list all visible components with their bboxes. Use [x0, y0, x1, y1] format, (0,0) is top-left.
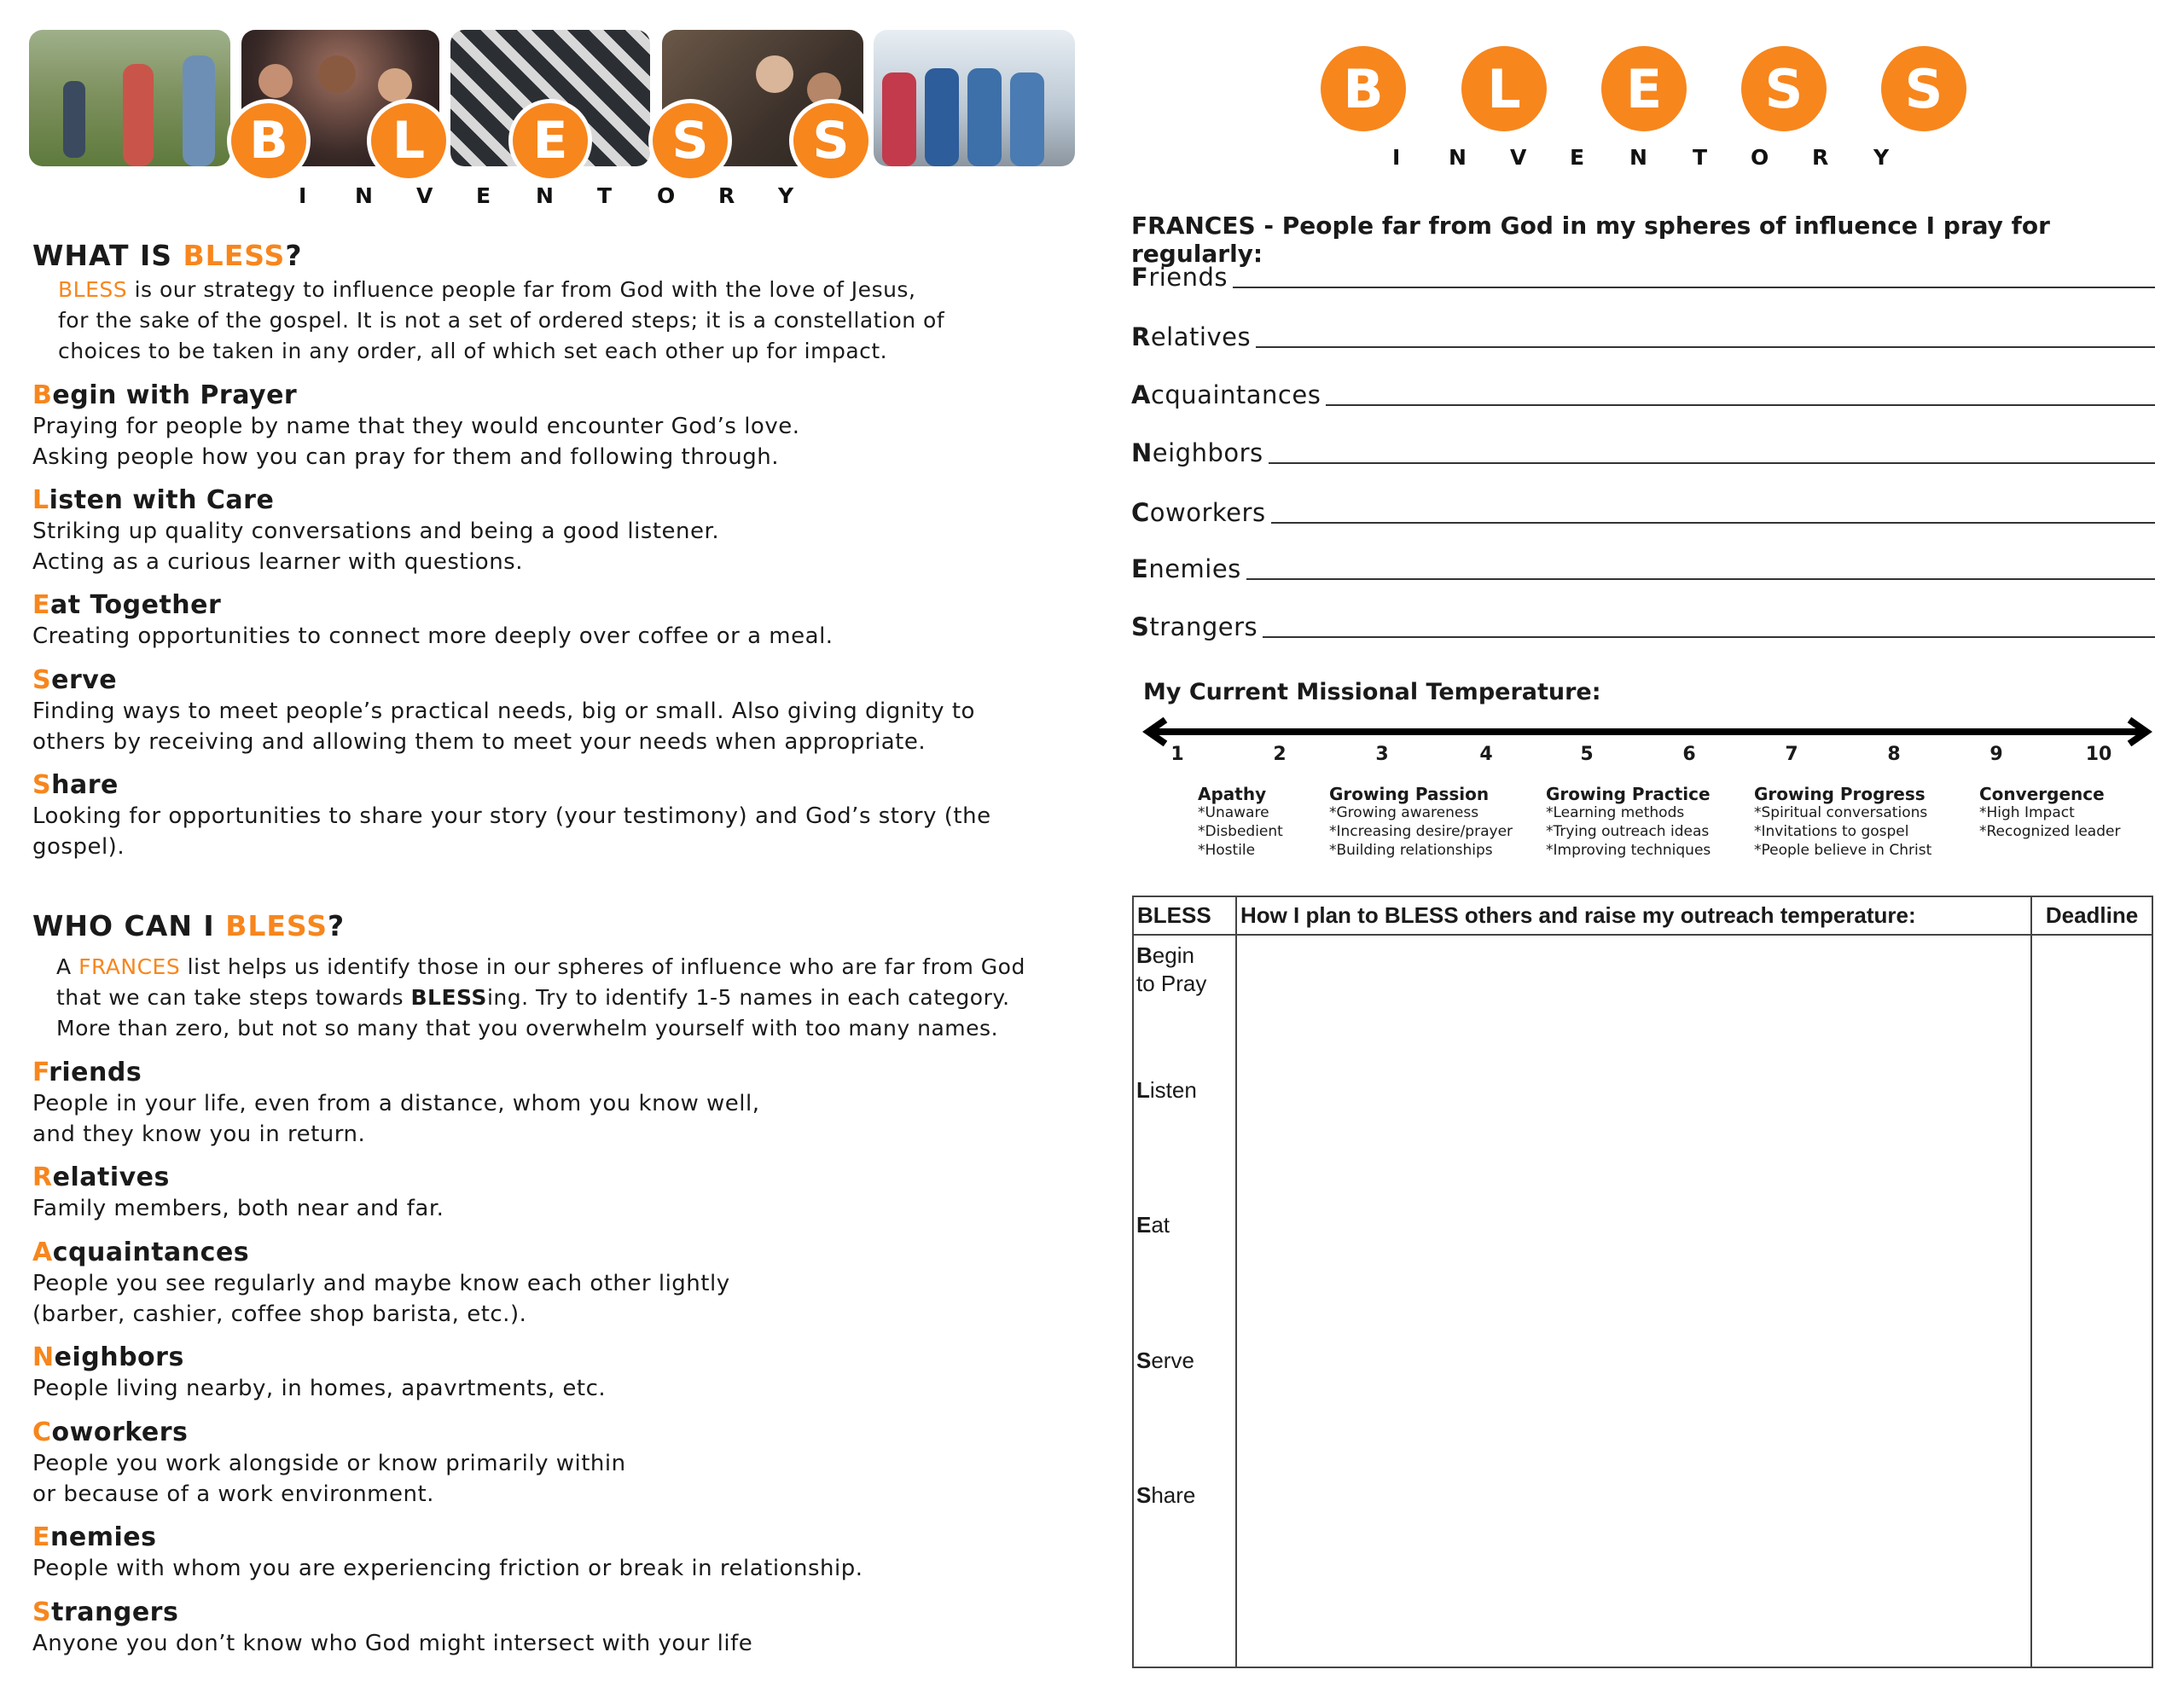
inventory-letter: T — [597, 183, 613, 208]
write-in-line[interactable] — [1269, 462, 2155, 464]
write-in-line[interactable] — [1263, 636, 2155, 638]
stage-growing-progress: Growing Progress *Spiritual conversations *Invitations to gospel *People believe in Christ — [1754, 784, 1932, 859]
inventory-letter: T — [1693, 145, 1708, 170]
write-in-line[interactable] — [1246, 578, 2155, 580]
bless-letter-l-right: L — [1461, 46, 1547, 131]
inventory-letter: O — [1751, 145, 1769, 170]
bless-letter-e-right: E — [1601, 46, 1687, 131]
write-in-line[interactable] — [1233, 287, 2155, 288]
frances-row-relatives[interactable]: Relatives — [1131, 317, 2155, 351]
frances-item-coworkers-title: Coworkers — [32, 1417, 189, 1447]
photo-family-field — [29, 30, 230, 166]
plan-row-listen-label: Listen — [1136, 1077, 1197, 1103]
temperature-tick-4[interactable]: 4 — [1479, 744, 1493, 765]
frances-row-strangers[interactable]: Strangers — [1131, 607, 2155, 641]
bless-item-serve-desc: Finding ways to meet people’s practical needs, big or small. Also giving dignity to others by receiving and allowing them to meet your needs when appropriate. — [32, 699, 975, 755]
frances-item-strangers-desc: Anyone you don’t know who God might intersect with your life — [32, 1631, 753, 1656]
frances-row-neighbors[interactable]: Neighbors — [1131, 433, 2155, 467]
bless-letter-e-left: E — [508, 99, 592, 183]
inventory-letter: I — [1392, 145, 1401, 170]
frances-item-neighbors-desc: People living nearby, in homes, apavrtments, etc. — [32, 1376, 607, 1401]
temperature-tick-9[interactable]: 9 — [1989, 744, 2003, 765]
temperature-tick-3[interactable]: 3 — [1375, 744, 1389, 765]
temperature-tick-7[interactable]: 7 — [1785, 744, 1798, 765]
temperature-tick-5[interactable]: 5 — [1580, 744, 1594, 765]
inventory-letter: E — [1570, 145, 1585, 170]
inventory-letter: O — [657, 183, 676, 208]
temperature-tick-8[interactable]: 8 — [1887, 744, 1901, 765]
write-in-line[interactable] — [1256, 346, 2155, 348]
inventory-letter: N — [355, 183, 373, 208]
plan-bless-column — [1133, 935, 1236, 1667]
bless-item-listen-title: Listen with Care — [32, 485, 275, 515]
plan-row-share-label: Share — [1136, 1482, 1196, 1508]
bless-letter-s2-left: S — [789, 99, 873, 183]
inventory-letter: R — [1812, 145, 1829, 170]
inventory-letter: N — [1449, 145, 1467, 170]
inventory-letter: V — [416, 183, 433, 208]
temperature-tick-2[interactable]: 2 — [1273, 744, 1287, 765]
bless-item-share-title: Share — [32, 770, 119, 800]
plan-row-serve-label: Serve — [1136, 1348, 1194, 1373]
plan-header-row — [1133, 896, 2152, 935]
frances-item-relatives-desc: Family members, both near and far. — [32, 1196, 444, 1221]
bless-letter-s2-right: S — [1881, 46, 1966, 131]
bless-item-begin-title: Begin with Prayer — [32, 380, 298, 410]
stage-growing-passion: Growing Passion *Growing awareness *Increasing desire/prayer *Building relationships — [1329, 784, 1513, 859]
plan-deadline-cell[interactable] — [2031, 935, 2152, 1667]
plan-how-cell[interactable] — [1236, 935, 2031, 1667]
inventory-letter: N — [536, 183, 554, 208]
frances-item-friends-title: Friends — [32, 1058, 142, 1087]
bless-letter-s1-right: S — [1741, 46, 1827, 131]
stage-convergence: Convergence *High Impact *Recognized leader — [1979, 784, 2121, 840]
plan-body-row — [1133, 935, 2152, 1667]
temperature-tick-6[interactable]: 6 — [1682, 744, 1696, 765]
frances-item-strangers-title: Strangers — [32, 1597, 179, 1627]
plan-header-deadline: Deadline — [2031, 896, 2152, 935]
frances-item-acquaintances-title: Acquaintances — [32, 1238, 250, 1267]
frances-item-neighbors-title: Neighbors — [32, 1342, 184, 1372]
bless-item-listen-desc: Striking up quality conversations and being a good listener. Acting as a curious learner with questions. — [32, 519, 720, 575]
frances-item-friends-desc: People in your life, even from a distance, whom you know well, and they know you in return. — [32, 1091, 760, 1147]
inventory-letter: Y — [1873, 145, 1890, 170]
bless-item-begin-desc: Praying for people by name that they would encounter God’s love. Asking people how you can pray for them and following through. — [32, 414, 800, 470]
bless-item-eat-title: Eat Together — [32, 590, 222, 620]
bless-item-eat-desc: Creating opportunities to connect more deeply over coffee or a meal. — [32, 623, 834, 649]
who-intro: A FRANCES list helps us identify those in our spheres of influence who are far from God that we can take steps towards BLESSing. Try to identify 1-5 names in each category. More than zero, but not so many that you overwhelm yourself with too many names. — [56, 954, 1025, 1041]
bless-plan-table — [1132, 896, 2153, 1668]
inventory-letter: Y — [778, 183, 794, 208]
frances-item-acquaintances-desc: People you see regularly and maybe know each other lightly (barber, cashier, coffee shop barista, etc.). — [32, 1271, 730, 1327]
write-in-line[interactable] — [1326, 404, 2155, 406]
plan-row-begin-label: Begin to Pray — [1136, 942, 1207, 996]
stage-apathy: Apathy *Unaware *Disbedient *Hostile — [1198, 784, 1283, 859]
temperature-tick-1[interactable]: 1 — [1170, 744, 1184, 765]
what-intro: BLESS is our strategy to influence people far from God with the love of Jesus, for the sake of the gospel. It is not a set of ordered steps; it is a constellation of choices to be taken in any order, all of which set each other up for impact. — [58, 277, 945, 363]
plan-header-how: How I plan to BLESS others and raise my outreach temperature: — [1236, 896, 2031, 935]
frances-row-coworkers[interactable]: Coworkers — [1131, 493, 2155, 527]
frances-list-heading: FRANCES - People far from God in my spheres of influence I pray for regularly: — [1131, 212, 2050, 268]
temperature-tick-10[interactable]: 10 — [2085, 744, 2112, 765]
stage-growing-practice: Growing Practice *Learning methods *Trying outreach ideas *Improving techniques — [1546, 784, 1711, 859]
inventory-letter: V — [1510, 145, 1527, 170]
photo-group-sitting — [874, 30, 1075, 166]
bless-letter-s1-left: S — [648, 99, 732, 183]
frances-row-acquaintances[interactable]: Acquaintances — [1131, 375, 2155, 409]
write-in-line[interactable] — [1271, 522, 2155, 524]
frances-item-enemies-desc: People with whom you are experiencing friction or break in relationship. — [32, 1556, 863, 1581]
who-can-i-bless-heading: WHO CAN I BLESS? — [32, 909, 346, 942]
frances-item-enemies-title: Enemies — [32, 1522, 157, 1552]
what-is-bless-heading: WHAT IS BLESS? — [32, 239, 303, 272]
plan-header-bless: BLESS — [1133, 896, 1236, 935]
inventory-letter: I — [299, 183, 307, 208]
inventory-letter: R — [718, 183, 735, 208]
plan-row-eat-label: Eat — [1136, 1212, 1170, 1238]
frances-row-friends[interactable]: Friends — [1131, 258, 2155, 292]
bless-letter-l-left: L — [367, 99, 450, 183]
frances-row-enemies[interactable]: Enemies — [1131, 549, 2155, 583]
frances-item-relatives-title: Relatives — [32, 1162, 170, 1192]
bless-item-share-desc: Looking for opportunities to share your story (your testimony) and God’s story (the gospel). — [32, 803, 991, 860]
missional-temperature-title: My Current Missional Temperature: — [1143, 679, 1601, 705]
bless-item-serve-title: Serve — [32, 665, 118, 695]
bless-letter-b-right: B — [1321, 46, 1406, 131]
inventory-letter: N — [1629, 145, 1647, 170]
bless-letter-b-left: B — [227, 99, 311, 183]
inventory-letter: E — [476, 183, 491, 208]
frances-item-coworkers-desc: People you work alongside or know primarily within or because of a work environment. — [32, 1451, 626, 1507]
